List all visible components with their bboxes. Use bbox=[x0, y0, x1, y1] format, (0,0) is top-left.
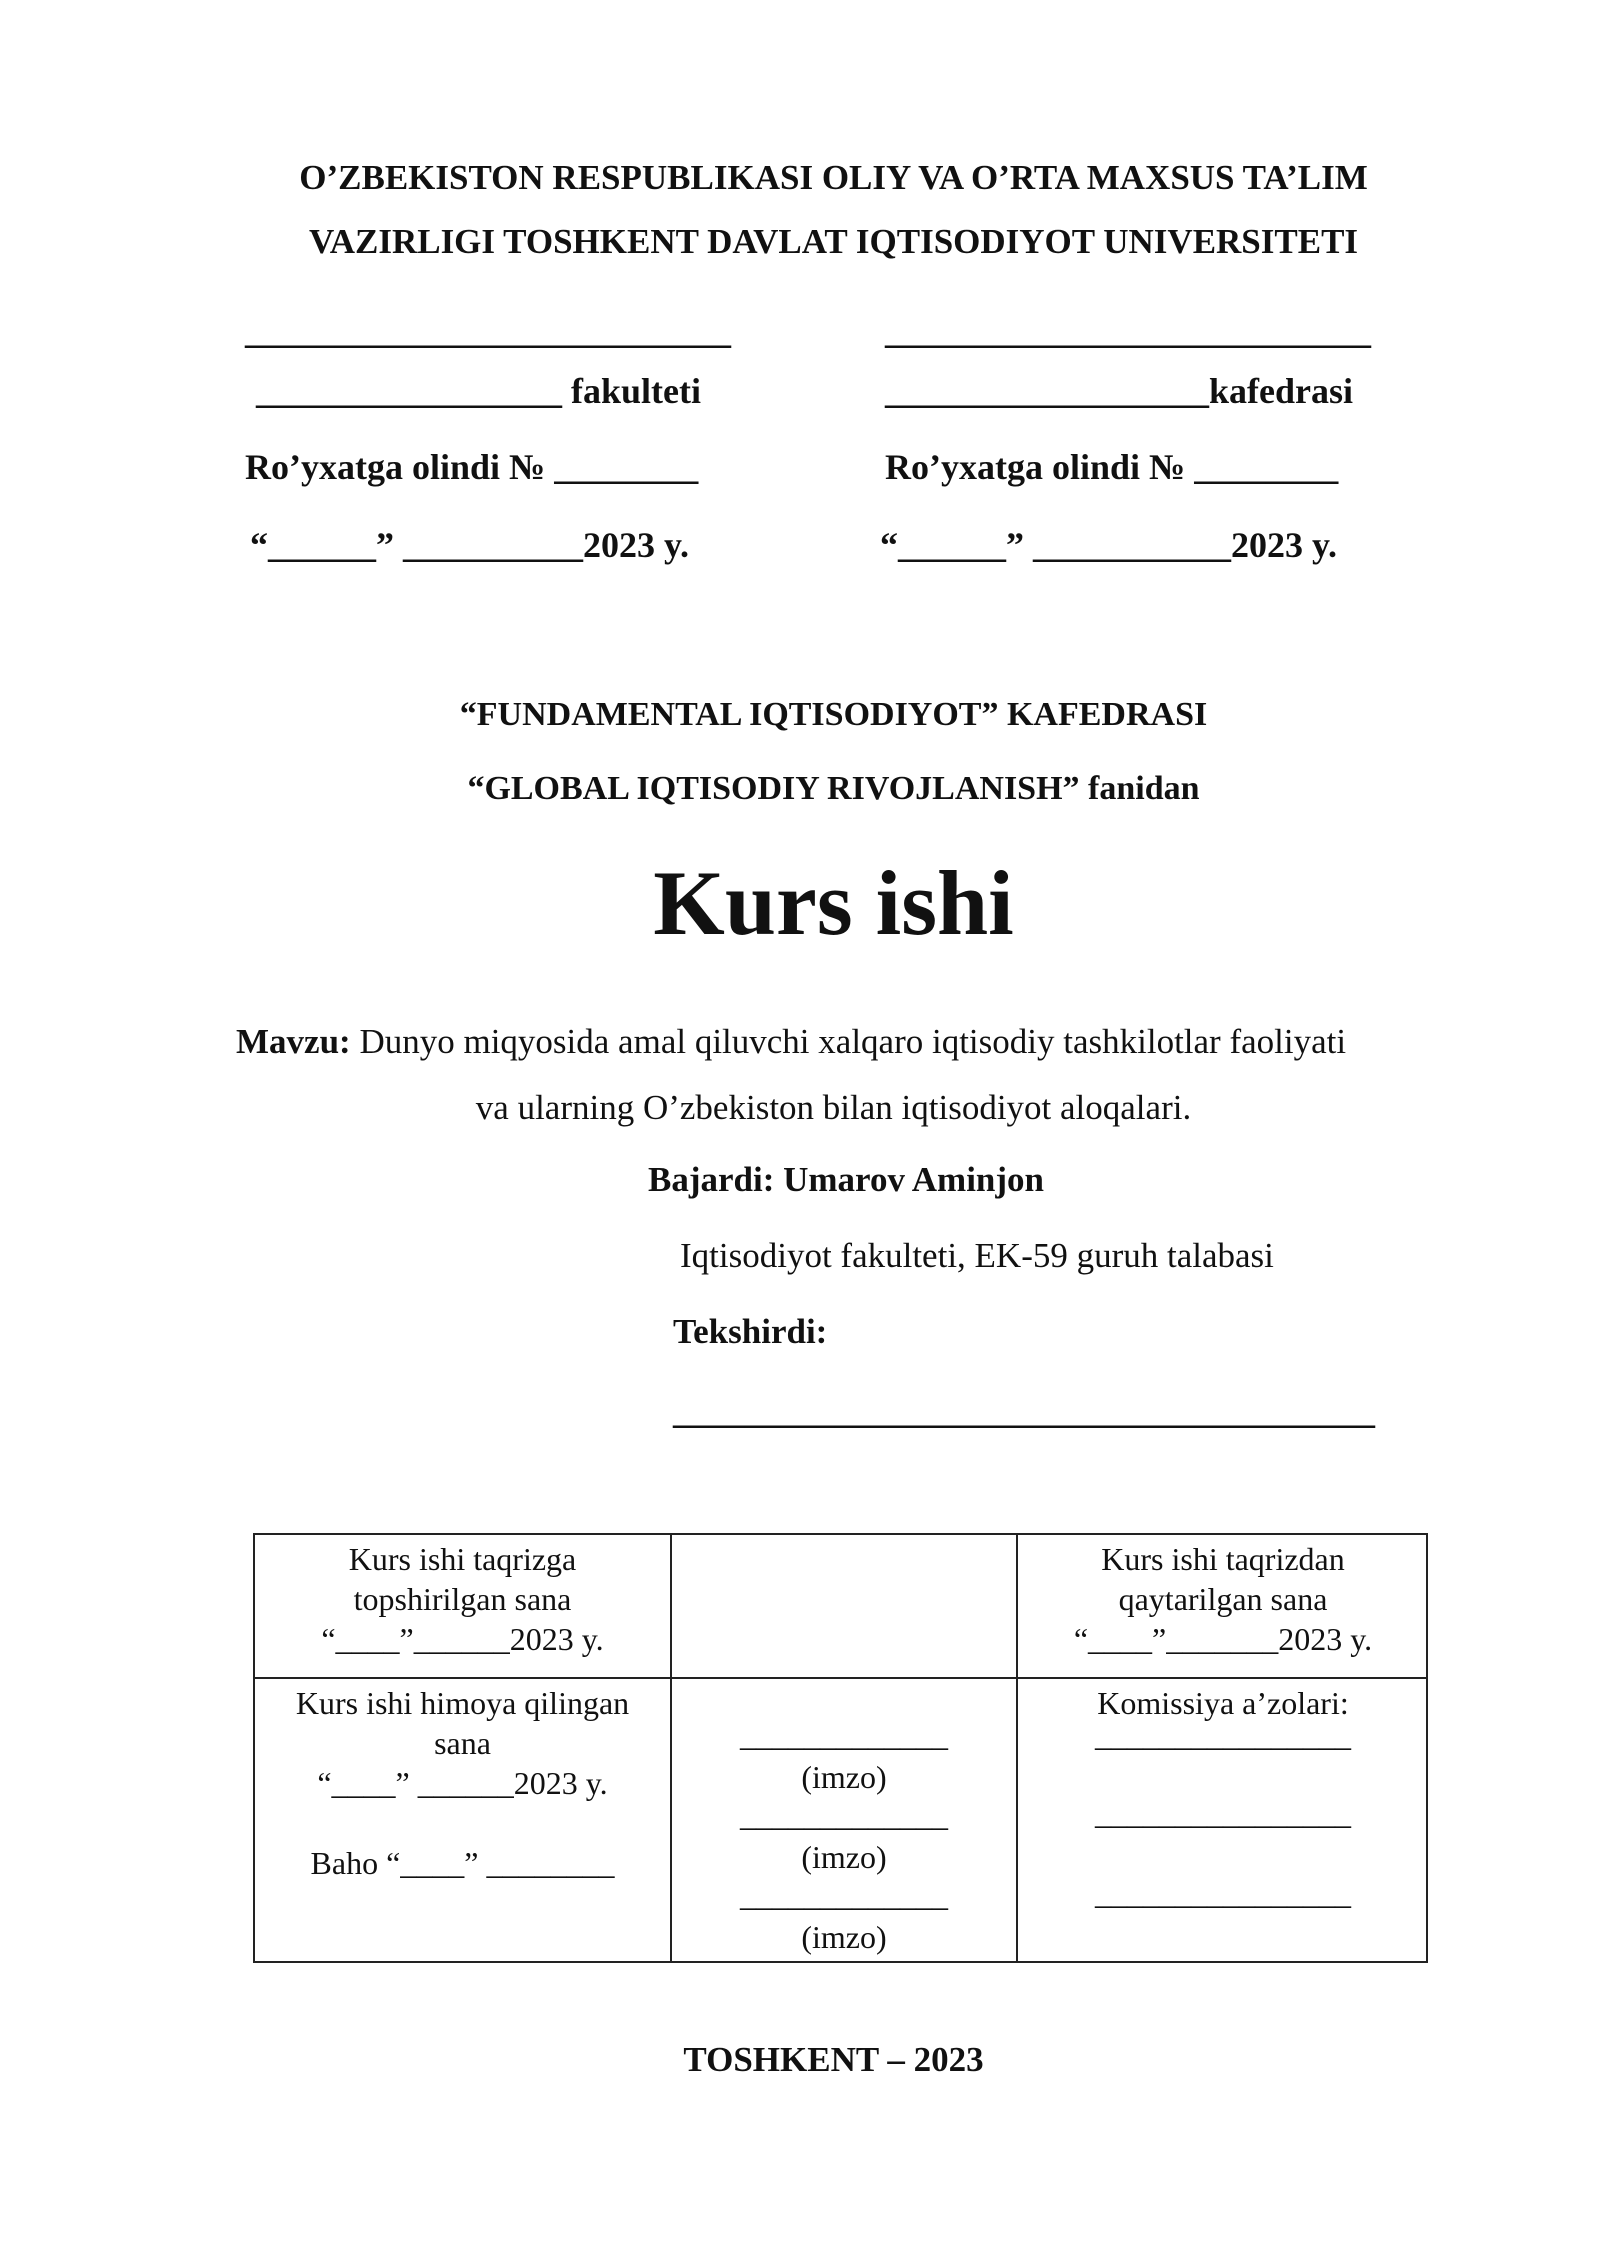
topic-text-1: Dunyo miqyosida amal qiluvchi xalqaro iqtisodiy tashkilotlar faoliyati bbox=[350, 1022, 1347, 1061]
signature-line: _____________ bbox=[740, 1797, 948, 1833]
department-line: __________________kafedrasi bbox=[885, 371, 1353, 411]
submitted-date-cell: Kurs ishi taqrizga topshirilgan sana “____”______2023 y. bbox=[321, 1541, 604, 1657]
checker-label: Tekshirdi: bbox=[673, 1312, 828, 1351]
returned-date-cell: Kurs ishi taqrizdan qaytarilgan sana “____”_______2023 y. bbox=[1073, 1541, 1373, 1657]
page-title: Kurs ishi bbox=[653, 852, 1014, 954]
defense-date-cell: Kurs ishi himoya qilingan sana “____” ______2023 y. bbox=[295, 1685, 630, 1801]
signature-label: (imzo) bbox=[801, 1759, 887, 1795]
performer-label: Bajardi: Umarov Aminjon bbox=[648, 1160, 1045, 1199]
signature-line: _____________ bbox=[740, 1717, 948, 1753]
signature-label: (imzo) bbox=[801, 1919, 887, 1955]
right-date-line: “______” ___________2023 y. bbox=[880, 525, 1338, 565]
topic-label: Mavzu: bbox=[236, 1022, 351, 1061]
commission-label: Komissiya a’zolari: bbox=[1097, 1685, 1349, 1721]
left-blank-line: ___________________________ bbox=[245, 311, 731, 351]
table-divider bbox=[255, 1677, 1426, 1679]
kafedra-line: “FUNDAMENTAL IQTISODIYOT” KAFEDRASI bbox=[459, 696, 1208, 733]
header-line-1: O’ZBEKISTON RESPUBLIKASI OLIY VA O’RTA MAXSUS TA’LIM bbox=[299, 158, 1368, 197]
right-blank-line: ___________________________ bbox=[885, 311, 1371, 351]
signature-line: _____________ bbox=[740, 1877, 948, 1913]
signature-label: (imzo) bbox=[801, 1839, 887, 1875]
topic-line-1 bbox=[236, 1022, 1346, 1062]
topic-line-2: va ularning O’zbekiston bilan iqtisodiyot aloqalari. bbox=[475, 1088, 1192, 1127]
footer-city-year: TOSHKENT – 2023 bbox=[683, 2040, 984, 2079]
left-registered-line: Ro’yxatga olindi № ________ bbox=[245, 447, 699, 487]
grade-line: Baho “____” ________ bbox=[310, 1845, 615, 1881]
commission-line: ________________ bbox=[1095, 1795, 1351, 1831]
faculty-line: _________________ fakulteti bbox=[256, 371, 701, 411]
header-line-2: VAZIRLIGI TOSHKENT DAVLAT IQTISODIYOT UNIVERSITETI bbox=[308, 222, 1359, 261]
performer-info: Iqtisodiyot fakulteti, EK-59 guruh talabasi bbox=[680, 1236, 1274, 1275]
subject-line: “GLOBAL IQTISODIY RIVOJLANISH” fanidan bbox=[467, 770, 1200, 807]
review-table bbox=[253, 1533, 1428, 1963]
left-date-line: “______” __________2023 y. bbox=[250, 525, 690, 565]
right-registered-line: Ro’yxatga olindi № ________ bbox=[885, 447, 1339, 487]
checker-blank-line: _______________________________________ bbox=[673, 1391, 1375, 1431]
commission-line: ________________ bbox=[1095, 1717, 1351, 1753]
commission-line: ________________ bbox=[1095, 1875, 1351, 1911]
